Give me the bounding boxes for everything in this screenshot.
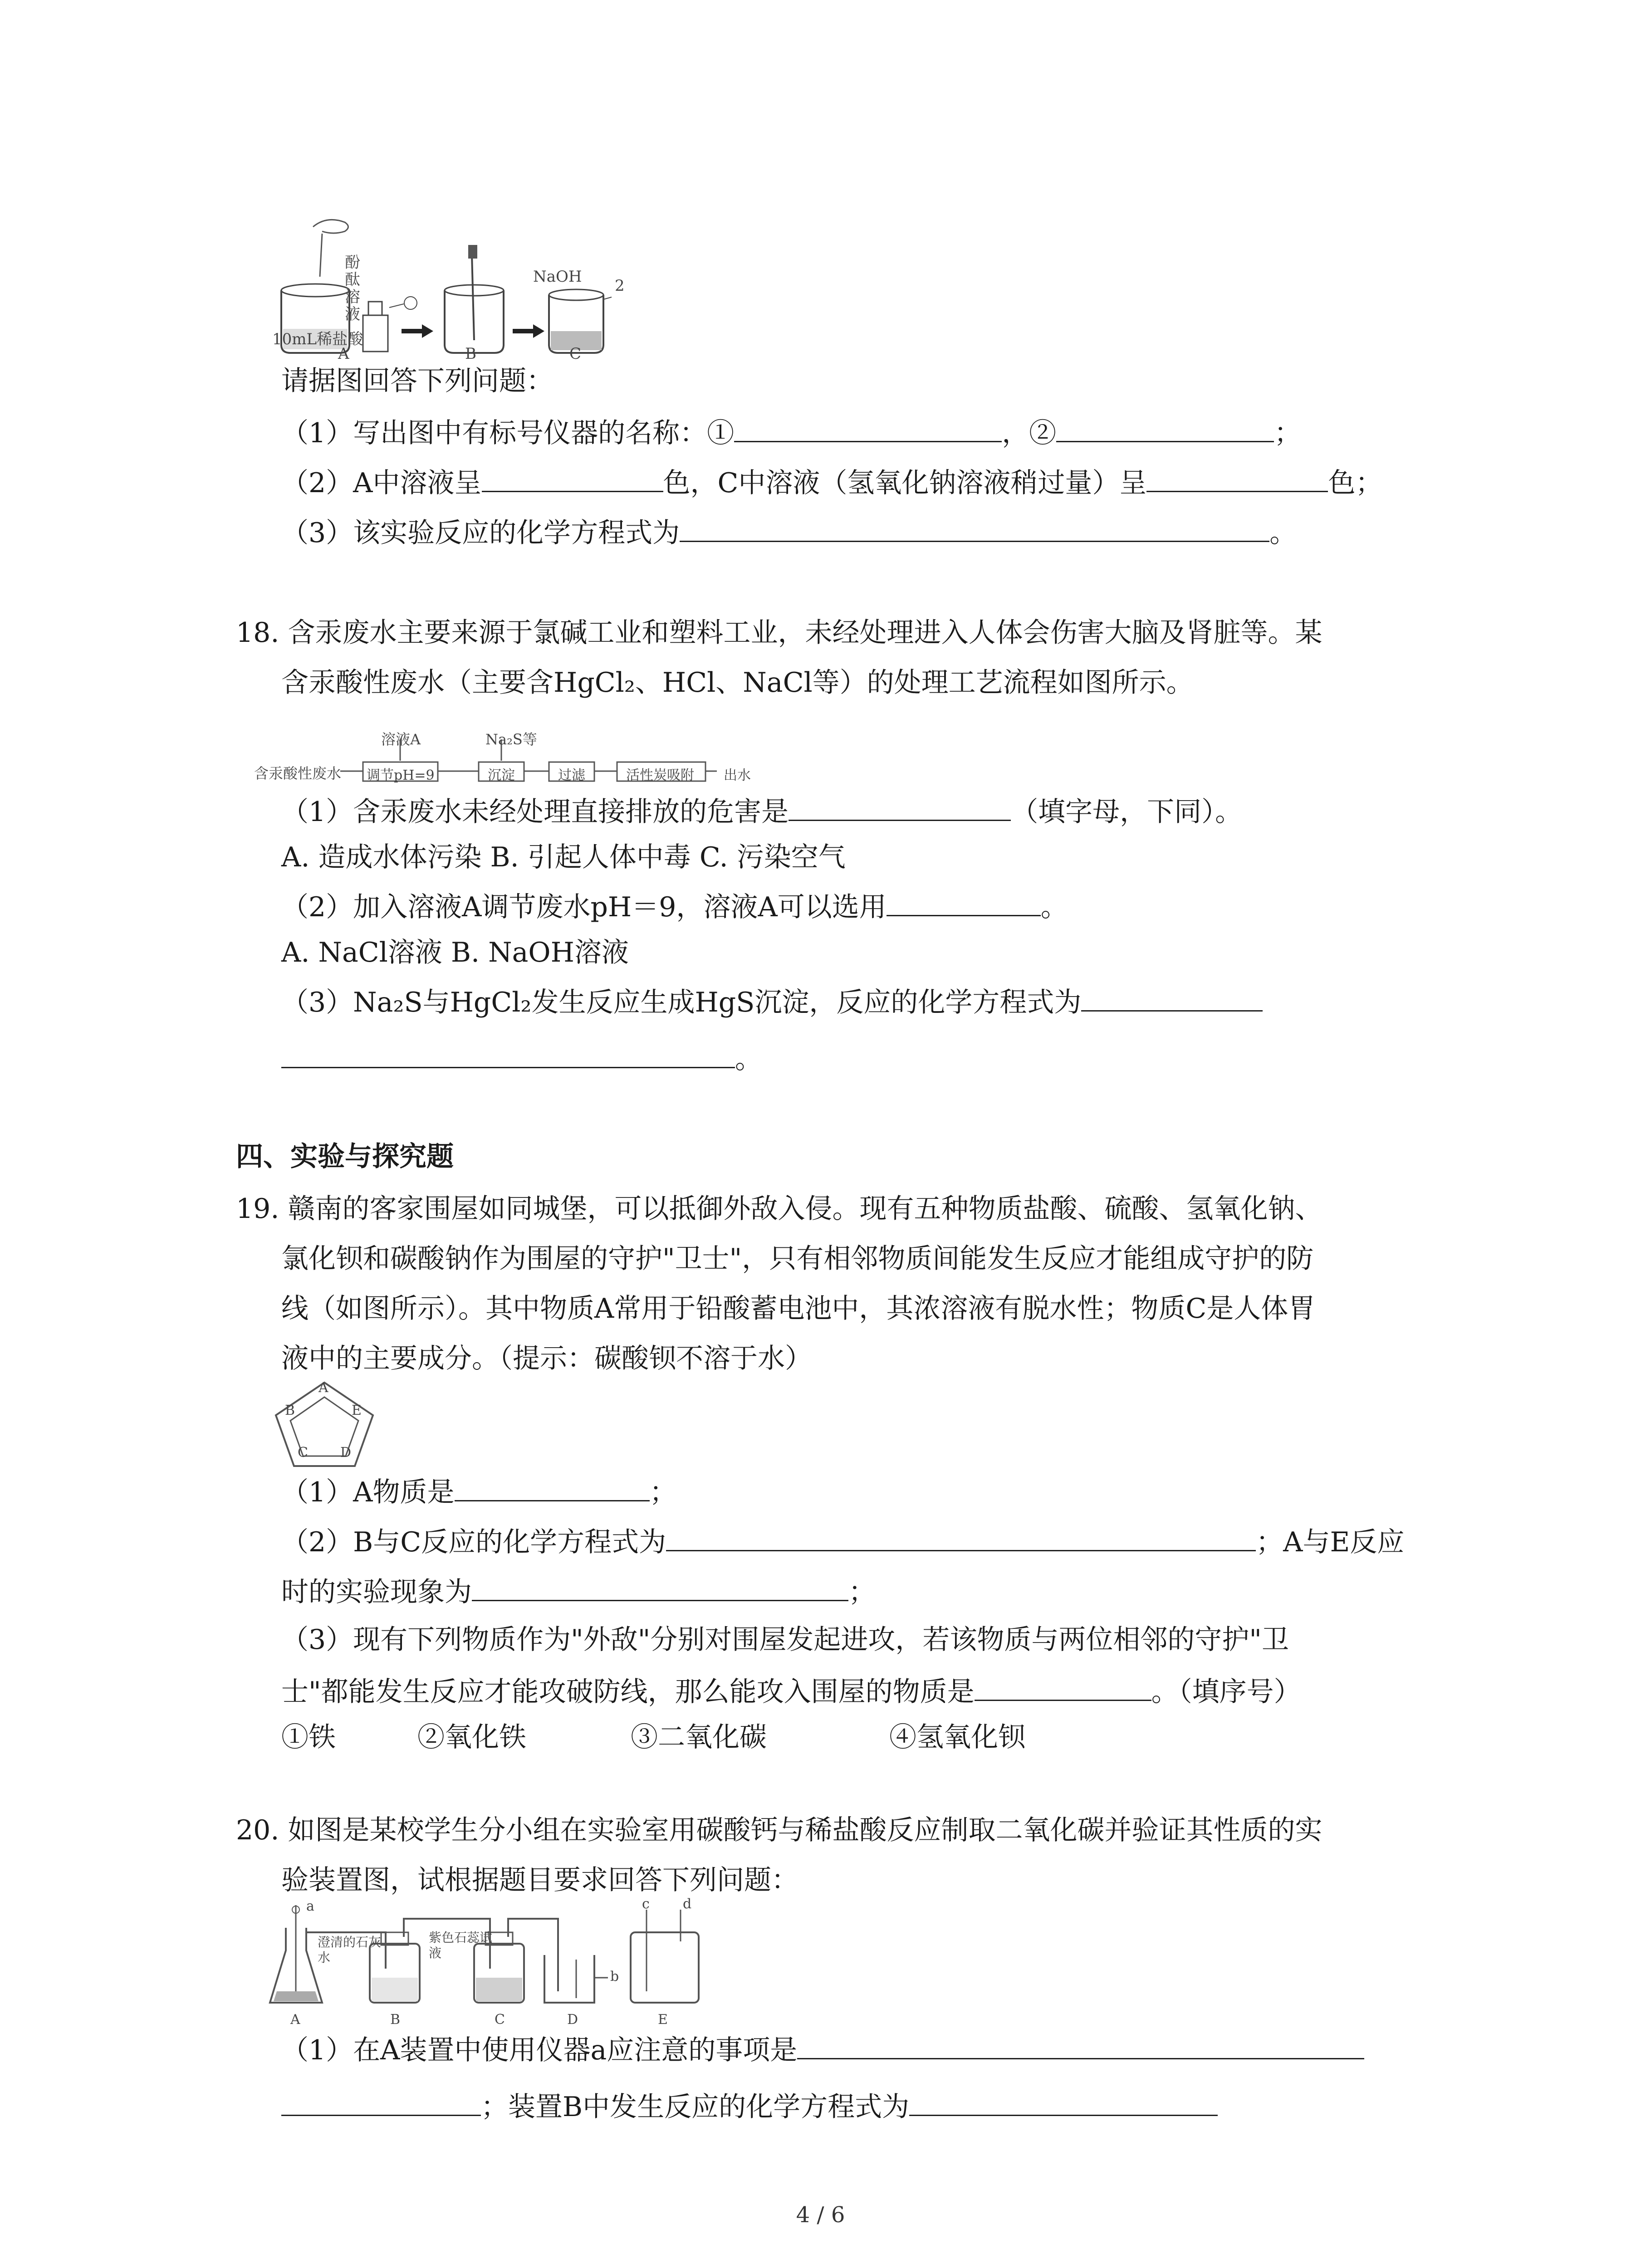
page-number: 4 / 6 bbox=[796, 2202, 845, 2228]
q17-blank-1[interactable] bbox=[734, 413, 1002, 442]
q19-pent-b: B bbox=[285, 1403, 295, 1418]
q18-blank-2[interactable] bbox=[887, 887, 1041, 916]
q19-stem-line1: 19. 赣南的客家围屋如同城堡，可以抵御外敌入侵。现有五种物质盐酸、硫酸、氢氧化钠、 bbox=[236, 1193, 1323, 1225]
q20-fig-label-c: c bbox=[642, 1896, 650, 1912]
q18-flow-reagent-a: 溶液A bbox=[381, 731, 421, 748]
q18-blank-1[interactable] bbox=[789, 792, 1011, 821]
section-title: 四、实验与探究题 bbox=[236, 1141, 454, 1173]
q17-blank-4[interactable] bbox=[1146, 463, 1328, 492]
q18-flow-step-3: 过滤 bbox=[558, 767, 585, 783]
q20-fig-label-C: C bbox=[495, 2012, 505, 2028]
q20-part1-line2: ；装置B中发生反应的化学方程式为 bbox=[281, 2087, 1218, 2125]
q18-stem-line1: 18. 含汞废水主要来源于氯碱工业和塑料工业，未经处理进入人体会伤害大脑及肾脏等。某 bbox=[236, 617, 1323, 649]
q18-flow-step-1: 调节pH=9 bbox=[367, 767, 435, 783]
q19-part2: （2）B与C反应的化学方程式为 ；A与E反应 bbox=[281, 1522, 1404, 1560]
q20-fig-label-B: B bbox=[390, 2012, 401, 2028]
q18-flow-output: 出水 bbox=[724, 767, 751, 783]
q19-blank-1[interactable] bbox=[455, 1472, 650, 1501]
q18-part2: （2）加入溶液A调节废水pH＝9，溶液A可以选用 。 bbox=[281, 887, 1068, 925]
q19-option-1: ①铁 bbox=[281, 1721, 336, 1753]
q17-intro: 请据图回答下列问题： bbox=[281, 365, 554, 397]
q17-blank-3[interactable] bbox=[482, 463, 663, 492]
q17-part3: （3）该实验反应的化学方程式为 。 bbox=[281, 513, 1297, 551]
q20-fig-label-A: A bbox=[290, 2012, 300, 2028]
q18-part1-options: A. 造成水体污染 B. 引起人体中毒 C. 污染空气 bbox=[281, 841, 846, 873]
q18-flow-input: 含汞酸性废水 bbox=[254, 765, 342, 782]
q18-part3-line2: 。 bbox=[281, 1039, 762, 1077]
q19-stem-line3: 线（如图所示）。其中物质A常用于铅酸蓄电池中，其浓溶液有脱水性；物质C是人体胃 bbox=[281, 1293, 1316, 1325]
q20-fig-label-a: a bbox=[306, 1898, 314, 1914]
q19-part3-line1: （3）现有下列物质作为"外敌"分别对围屋发起进攻，若该物质与两位相邻的守护"卫 bbox=[281, 1624, 1289, 1656]
q20-fig-label-b: b bbox=[610, 1969, 619, 1984]
q17-part1: （1）写出图中有标号仪器的名称：① ，② ； bbox=[281, 413, 1301, 451]
q19-pent-e: E bbox=[352, 1403, 362, 1418]
q20-fig-label-D: D bbox=[567, 2012, 578, 2028]
q19-blank-3[interactable] bbox=[472, 1572, 848, 1601]
q19-part3-line2: 士"都能发生反应才能攻破防线，那么能攻入围屋的物质是 。（填序号） bbox=[281, 1672, 1301, 1710]
q20-blank-2[interactable] bbox=[281, 2087, 481, 2116]
q19-option-3: ③二氧化碳 bbox=[631, 1721, 767, 1753]
q17-fig-label-2: 2 bbox=[615, 277, 625, 295]
q19-part2-line2: 时的实验现象为 ； bbox=[281, 1572, 876, 1610]
q19-part1: （1）A物质是 ； bbox=[281, 1472, 677, 1510]
q18-flow-step-4: 活性炭吸附 bbox=[626, 767, 694, 783]
q17-part2: （2）A中溶液呈 色，C中溶液（氢氧化钠溶液稍过量）呈 色； bbox=[281, 463, 1382, 501]
q17-fig-label-vertical: 酚酞溶液 bbox=[345, 254, 360, 323]
q20-blank-3[interactable] bbox=[909, 2087, 1218, 2116]
q19-options bbox=[281, 1719, 1025, 1755]
q20-blank-1[interactable] bbox=[797, 2030, 1364, 2059]
q20-fig-label-d: d bbox=[683, 1896, 692, 1912]
q19-stem-line4: 液中的主要成分。（提示：碳酸钡不溶于水） bbox=[281, 1343, 812, 1374]
q20-fig-label-litmus: 紫色石蕊试液 bbox=[429, 1930, 493, 1960]
q19-pent-c: C bbox=[298, 1445, 308, 1461]
q18-blank-4[interactable] bbox=[281, 1039, 735, 1068]
q19-stem-line2: 氯化钡和碳酸钠作为围屋的守护"卫士"，只有相邻物质间能发生反应才能组成守护的防 bbox=[281, 1243, 1314, 1275]
q17-fig-label-a: A bbox=[338, 345, 349, 363]
q18-flow-reagent-b: Na₂S等 bbox=[485, 731, 537, 748]
q18-part3: （3）Na₂S与HgCl₂发生反应生成HgS沉淀，反应的化学方程式为 bbox=[281, 982, 1263, 1021]
q19-blank-4[interactable] bbox=[975, 1672, 1151, 1701]
q20-part1: （1）在A装置中使用仪器a应注意的事项是 bbox=[281, 2030, 1364, 2068]
q19-option-4: ④氢氧化钡 bbox=[889, 1721, 1025, 1753]
q18-blank-3[interactable] bbox=[1081, 982, 1263, 1012]
q17-fig-label-hcl: 10mL稀盐酸 bbox=[272, 330, 363, 348]
q17-fig-label-b: B bbox=[465, 345, 476, 363]
q20-stem-line2: 验装置图，试根据题目要求回答下列问题： bbox=[281, 1864, 798, 1896]
q19-pent-d: D bbox=[340, 1445, 352, 1461]
q20-stem-line1: 20. 如图是某校学生分小组在实验室用碳酸钙与稀盐酸反应制取二氧化碳并验证其性质的实 bbox=[236, 1814, 1323, 1846]
q20-fig-label-E: E bbox=[658, 2012, 668, 2028]
q18-stem-line2: 含汞酸性废水（主要含HgCl₂、HCl、NaCl等）的处理工艺流程如图所示。 bbox=[281, 667, 1194, 699]
q17-fig-label-c: C bbox=[569, 345, 582, 363]
q20-fig-label-limewater: 澄清的石灰水 bbox=[318, 1935, 382, 1965]
q17-fig-label-naoh: NaOH bbox=[533, 268, 582, 286]
q19-blank-2[interactable] bbox=[666, 1522, 1256, 1551]
q17-blank-2[interactable] bbox=[1056, 413, 1274, 442]
q18-flow-step-2: 沉淀 bbox=[488, 767, 515, 783]
q19-option-2: ②氧化铁 bbox=[417, 1721, 526, 1753]
q19-pent-a: A bbox=[318, 1380, 328, 1396]
q18-part2-options: A. NaCl溶液 B. NaOH溶液 bbox=[281, 937, 629, 968]
q18-part1: （1）含汞废水未经处理直接排放的危害是 （填字母，下同）。 bbox=[281, 792, 1242, 830]
q17-blank-5[interactable] bbox=[680, 513, 1269, 542]
